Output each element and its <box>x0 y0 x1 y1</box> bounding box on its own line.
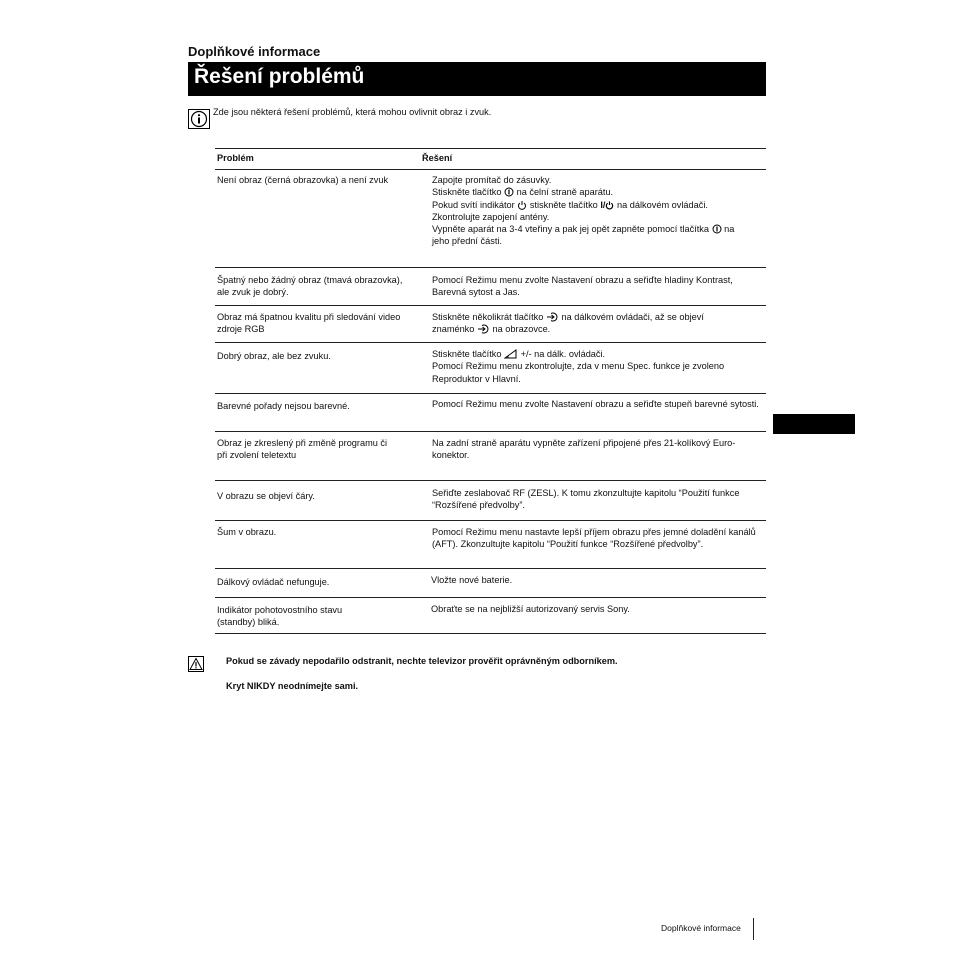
input-select-icon <box>546 312 559 322</box>
solution-cell: Pomocí Režimu menu zvolte Nastavení obrazu a seřiďte stupeň barevné sytosti. <box>432 399 759 409</box>
solution-cell: Obraťte se na nejbližší autorizovaný servis Sony. <box>431 604 630 614</box>
table-row <box>215 343 766 394</box>
solution-cell: Pomocí Režimu menu zvolte Nastavení obrazu a seřiďte hladiny Kontrast, Barevná sytost a Jas. <box>432 275 733 298</box>
volume-icon <box>504 349 518 359</box>
solution-cell: Seřiďte zeslabovač RF (ZESL). K tomu zkonzultujte kapitolu “Použití funkce “Rozšířené předvolby”. <box>432 488 740 511</box>
problem-cell: V obrazu se objeví čáry. <box>217 491 315 501</box>
column-header-solution: Řešení <box>422 153 453 163</box>
power-button-icon <box>504 187 514 197</box>
section-label: Doplňkové informace <box>188 44 321 59</box>
solution-cell: Stiskněte tlačítko +/- na dálk. ovládači. Pomocí Režimu menu zkontrolujte, zda v menu Spec. funkce je zvoleno Reproduktor v Hlavní. <box>432 349 725 384</box>
solution-cell: Stiskněte několikrát tlačítko na dálkovém ovládači, až se objeví znaménko na obrazovce. <box>432 312 704 335</box>
table-row <box>215 569 766 598</box>
table-row <box>215 598 766 634</box>
troubleshooting-table <box>215 148 766 634</box>
problem-cell: Není obraz (černá obrazovka) a není zvuk <box>217 175 389 185</box>
table-row <box>215 170 766 268</box>
solution-cell: Vložte nové baterie. <box>431 575 513 585</box>
solution-cell: Zapojte promítač do zásuvky. Stiskněte tlačítko na čelní straně aparátu. Pokud svítí indikátor stiskněte tlačítko I/ na dálkovém ovládači. Zkontrolujte zapojení antény. Vypněte aparát na 3-4 vteřiny a pak jej opět zapněte pomocí tlačítka na jeho přední části. <box>432 175 735 247</box>
intro-text: Zde jsou některá řešení problémů, která mohou ovlivnit obraz i zvuk. <box>213 107 492 117</box>
problem-cell: Obraz má špatnou kvalitu při sledování video zdroje RGB <box>217 312 401 335</box>
problem-cell: Dálkový ovládač nefunguje. <box>217 577 330 587</box>
solution-cell: Pomocí Režimu menu nastavte lepší příjem obrazu přes jemné doladění kanálů (AFT). Zkonzultujte kapitolu “Použití funkce “Rozšířené předvolby”. <box>432 527 756 550</box>
footer-label: Doplňkové informace <box>661 923 741 933</box>
problem-cell: Šum v obrazu. <box>217 527 277 537</box>
info-icon <box>188 109 210 129</box>
chapter-tab <box>773 414 855 434</box>
footer-divider <box>753 918 754 940</box>
problem-cell: Obraz je zkreslený při změně programu či při zvolení teletextu <box>217 438 388 461</box>
table-row <box>215 521 766 569</box>
page-title: Řešení problémů <box>194 65 365 88</box>
problem-cell: Špatný nebo žádný obraz (tmavá obrazovka), ale zvuk je dobrý. <box>217 275 403 298</box>
table-row <box>215 481 766 521</box>
column-header-problem: Problém <box>217 153 254 163</box>
standby-icon <box>605 200 614 210</box>
table-row <box>215 268 766 306</box>
problem-cell: Dobrý obraz, ale bez zvuku. <box>217 351 331 361</box>
problem-cell: Indikátor pohotovostního stavu (standby) bliká. <box>217 605 343 628</box>
power-button-icon <box>712 224 722 234</box>
problem-cell: Barevné pořady nejsou barevné. <box>217 401 350 411</box>
table-row <box>215 432 766 481</box>
standby-icon <box>517 200 527 210</box>
warning-icon <box>188 656 204 672</box>
table-row <box>215 394 766 432</box>
input-select-icon <box>477 324 490 334</box>
table-header <box>215 148 766 170</box>
solution-cell: Na zadní straně aparátu vypněte zařízení připojené přes 21-kolíkový Euro-konektor. <box>432 438 736 461</box>
warning-text: Pokud se závady nepodařilo odstranit, nechte televizor prověřit oprávněným odborníkem. <box>226 656 618 666</box>
table-row <box>215 306 766 343</box>
warning-text: Kryt NIKDY neodnímejte sami. <box>226 681 359 691</box>
title-bar <box>188 62 766 96</box>
